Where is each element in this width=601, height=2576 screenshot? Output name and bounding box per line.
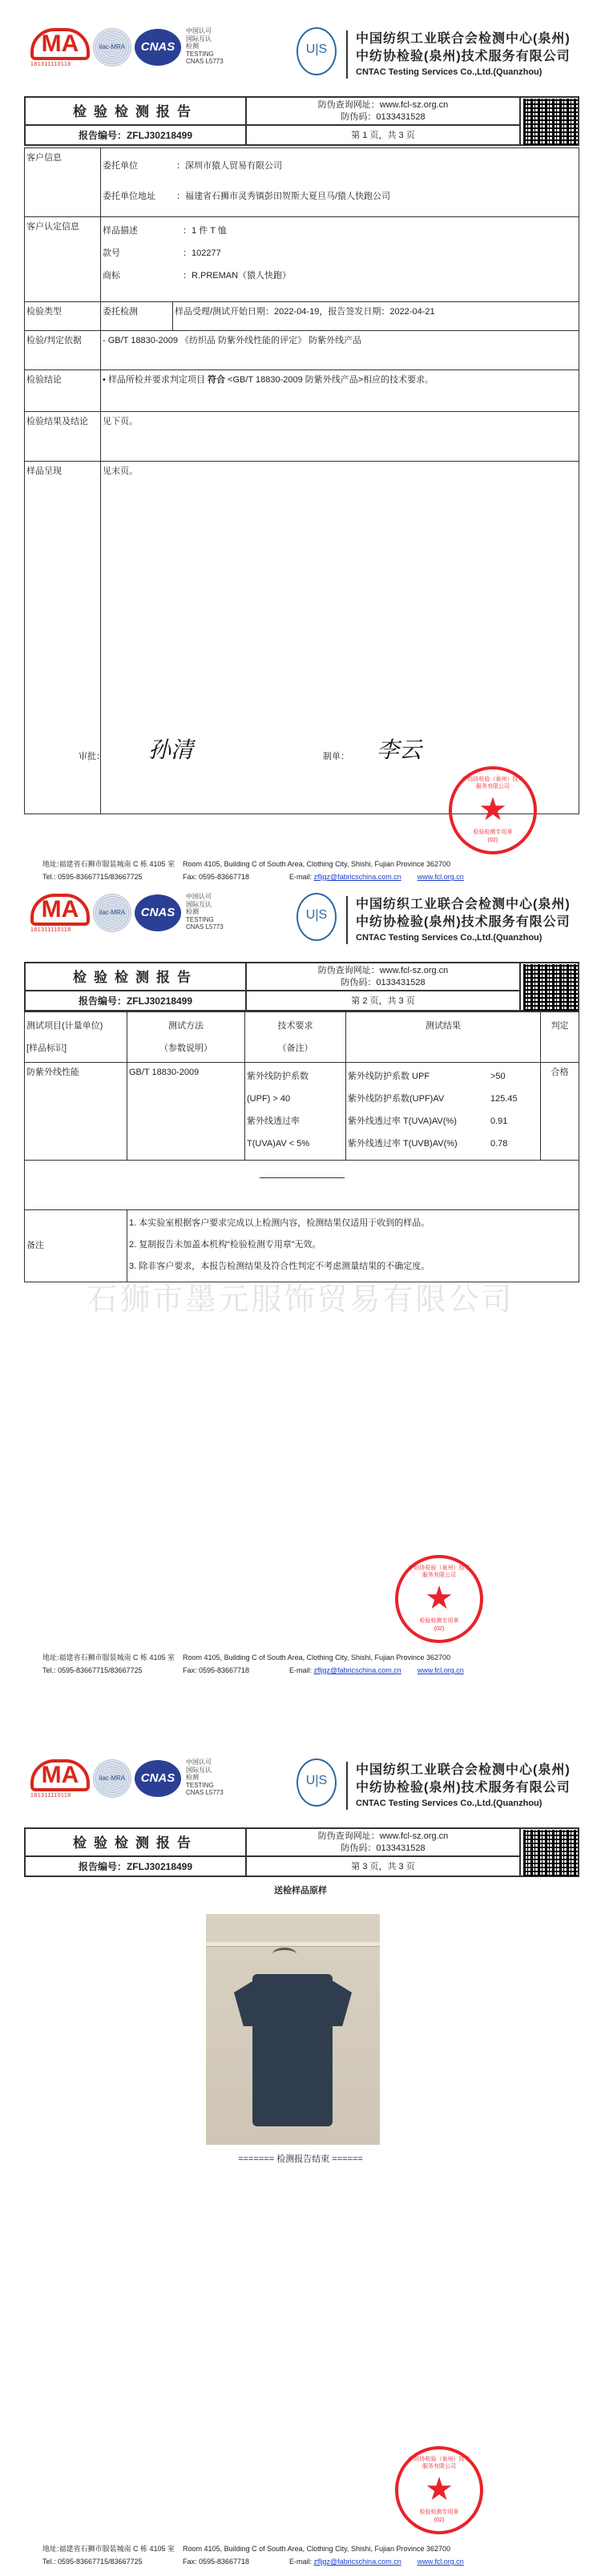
report-title: 检验检测报告 <box>26 1829 247 1857</box>
anti-fake-info: 防伪查询网址：www.fcl-sz.org.cn 防伪码：0133431528 <box>247 1829 521 1857</box>
result-value: >50 <box>490 1072 506 1081</box>
cnas-logo: CNAS <box>135 894 181 931</box>
hanger-rail <box>206 1942 380 1947</box>
org-name: 中国纺织工业联合会检测中心(泉州) 中纺协检验(泉州)技术服务有限公司 CNTAC Testing Services Co.,Ltd.(Quanzhou) <box>346 30 571 79</box>
tshirt-sleeves <box>234 1978 352 2026</box>
result-name: 紫外线透过率 T(UVA)AV(%) <box>348 1116 457 1126</box>
report-title: 检验检测报告 <box>26 98 247 126</box>
approver-label: 审批： <box>79 752 105 761</box>
ilac-mra-logo: ilac-MRA <box>93 28 131 67</box>
report-header <box>24 962 579 1011</box>
ilac-mra-logo: ilac-MRA <box>93 894 131 932</box>
cnas-caption: 中国认可 国际互认 检测 TESTING CNAS L5773 <box>186 893 224 931</box>
cnas-logo: CNAS <box>135 1760 181 1797</box>
result-name: 紫外线防护系数 UPF <box>348 1072 430 1081</box>
email-link[interactable]: zfljgz@fabricschina.com.cn <box>313 2558 401 2566</box>
page-indicator: 第 3 页，共 3 页 <box>247 1857 521 1877</box>
report-header <box>24 1827 579 1877</box>
table-row: 防紫外线性能 GB/T 18830-2009 紫外线防护系数 (UPF) > 40 紫外线透过率 T(UVA)AV < 5% 紫外线防护系数 UPF >50 紫外线防护系数(UPF)AV 125.45 紫外线透过率 T(UVA)AV(%) 0.91 紫外线透过率 T(UVB)AV(%) 0.78 合格 <box>25 1063 579 1161</box>
result-row <box>348 1110 538 1133</box>
report-header <box>24 96 579 146</box>
website-link[interactable]: www.fcl.org.cn <box>417 2558 464 2566</box>
anti-fake-info: 防伪查询网址：www.fcl-sz.org.cn 防伪码：0133431528 <box>247 98 521 126</box>
result-name: 紫外线透过率 T(UVB)AV(%) <box>348 1139 458 1149</box>
cnas-caption: 中国认可 国际互认 检测 TESTING CNAS L5773 <box>186 27 224 65</box>
qr-code-icon[interactable] <box>523 1830 578 1876</box>
results-table: 测试项目(计量单位) [样品标识] 测试方法 （参数说明） 技术要求 （备注） 测试结果 判定 防紫外线性能 GB/T 18830-2009 紫外线防护系数 (UPF) > 40 紫外线透过率 T(UVA)AV < 5% 紫外线防护系数 UPF >50 紫外线防护系数(UPF)AV 125.45 紫外线透过率 T(UVA)AV(%) 0.91 紫外线透过率 T(UVB)AV(%) 0.78 合格 备注 1. 本实验室根据客户要求完成以上检测内容，检测结果仅适用于收到的样品。 2. 复制报告未加盖本机构“检验检测专用章”无效。 3. 除非客户要求，本报告检测结果及符合性判定不考虑测量结果的不确定度。 <box>24 1011 579 1282</box>
qr-code-icon[interactable] <box>523 99 578 145</box>
logo-bar <box>0 1747 601 1819</box>
email-link[interactable]: zfljgz@fabricschina.com.cn <box>313 1666 401 1674</box>
approver-signature: 孙清 <box>148 737 194 763</box>
uts-logo: U|S <box>296 893 337 941</box>
cma-logo: MA 181311110118 <box>30 894 90 934</box>
results-header-row: 测试项目(计量单位) [样品标识] 测试方法 （参数说明） 技术要求 （备注） 测试结果 判定 <box>25 1012 579 1063</box>
logo-bar <box>0 16 601 88</box>
report-number: 报告编号：ZFLJ30218499 <box>26 126 247 146</box>
org-name: 中国纺织工业联合会检测中心(泉州) 中纺协检验(泉州)技术服务有限公司 CNTAC Testing Services Co.,Ltd.(Quanzhou) <box>346 896 571 944</box>
email-link[interactable]: zfljgz@fabricschina.com.cn <box>313 873 401 881</box>
qr-code-icon[interactable] <box>523 964 578 1011</box>
star-icon: ★ <box>425 2472 454 2507</box>
divider <box>260 1177 345 1178</box>
cma-logo: MA 181311110118 <box>30 28 90 68</box>
result-row <box>348 1065 538 1088</box>
footer: 地址:福建省石狮市服装城南 C 栋 4105 室 Room 4105, Building C of South Area, Clothing City, Shishi, Fujian Province 362700 Tel.: 0595-83667715/83667725 Fax: 0595-83667718 E-mail: zfljgz@fabricschina.com.cn www.fcl.org.cn <box>42 2545 464 2566</box>
sample-photo-title: 送检样品原样 <box>274 1886 327 1896</box>
result-row <box>348 1088 538 1110</box>
report-number: 报告编号：ZFLJ30218499 <box>26 991 247 1011</box>
result-value: 125.45 <box>490 1094 518 1104</box>
page-indicator: 第 1 页，共 3 页 <box>247 126 521 146</box>
report-page-1 <box>0 16 601 882</box>
report-end-marker: ======= 检测报告结束 ====== <box>238 2154 363 2164</box>
cma-logo: MA 181311110118 <box>30 1759 90 1799</box>
summary-table: 客户信息 委托单位 ：深圳市猿人贸易有限公司 委托单位地址 ：福建省石狮市灵秀镇彭田贺斯大夏旦马/猿人快跑公司 客户认定信息 样品描述 ：1 件 T 恤 款号 ：102277 商标 ：R.PREMAN（猿人快跑） 检验类型 委托检测 样品受理/测试开始日期：2022-04-19，报告签发日期：2022-04-21 检验/判定依据 - GB/T 18830-2009 《纺织品 防紫外线性能的评定》 防紫外线产品 检验结论 • 样品所检并要求判定项目 符合 <GB/T 18830-2009 防紫外线产品>相应的技术要求。 检验结果及结论 见下页。 样品呈现 见末页。 <box>24 147 579 814</box>
result-value: 0.91 <box>490 1116 508 1126</box>
report-page-2 <box>0 882 601 1747</box>
cnas-caption: 中国认可 国际互认 检测 TESTING CNAS L5773 <box>186 1758 224 1796</box>
official-stamp: 中纺协检验（泉州）技术服务有限公司 ★ 检验检测专用章 (02) <box>449 766 537 854</box>
result-row <box>348 1133 538 1155</box>
report-title: 检验检测报告 <box>26 963 247 991</box>
result-value: 0.78 <box>490 1139 508 1149</box>
website-link[interactable]: www.fcl.org.cn <box>417 873 464 881</box>
report-page-3 <box>0 1747 601 2576</box>
footer: 地址:福建省石狮市服装城南 C 栋 4105 室 Room 4105, Building C of South Area, Clothing City, Shishi, Fujian Province 362700 Tel.: 0595-83667715/83667725 Fax: 0595-83667718 E-mail: zfljgz@fabricschina.com.cn www.fcl.org.cn <box>42 1653 464 1674</box>
star-icon: ★ <box>478 792 507 827</box>
sample-photo <box>206 1914 380 2145</box>
star-icon: ★ <box>425 1581 454 1616</box>
logo-bar <box>0 882 601 954</box>
org-name: 中国纺织工业联合会检测中心(泉州) 中纺协检验(泉州)技术服务有限公司 CNTAC Testing Services Co.,Ltd.(Quanzhou) <box>346 1762 571 1810</box>
hanger-icon <box>272 1948 296 1960</box>
official-stamp: 中纺协检验（泉州）技术服务有限公司 ★ 检验检测专用章 (02) <box>395 2446 483 2534</box>
ilac-mra-logo: ilac-MRA <box>93 1759 131 1798</box>
footer: 地址:福建省石狮市服装城南 C 栋 4105 室 Room 4105, Building C of South Area, Clothing City, Shishi, Fujian Province 362700 Tel.: 0595-83667715/83667725 Fax: 0595-83667718 E-mail: zfljgz@fabricschina.com.cn www.fcl.org.cn <box>42 860 464 881</box>
preparer-signature: 李云 <box>377 737 422 763</box>
watermark: 石狮市墨元服饰贸易有限公司 <box>87 1283 514 1317</box>
report-number: 报告编号：ZFLJ30218499 <box>26 1857 247 1877</box>
result-name: 紫外线防护系数(UPF)AV <box>348 1094 445 1104</box>
preparer-label: 制单： <box>323 752 349 761</box>
website-link[interactable]: www.fcl.org.cn <box>417 1666 464 1674</box>
cnas-logo: CNAS <box>135 29 181 66</box>
official-stamp: 中纺协检验（泉州）技术服务有限公司 ★ 检验检测专用章 (02) <box>395 1555 483 1643</box>
page-indicator: 第 2 页，共 3 页 <box>247 991 521 1011</box>
uts-logo: U|S <box>296 27 337 75</box>
uts-logo: U|S <box>296 1758 337 1807</box>
anti-fake-info: 防伪查询网址：www.fcl-sz.org.cn 防伪码：0133431528 <box>247 963 521 991</box>
